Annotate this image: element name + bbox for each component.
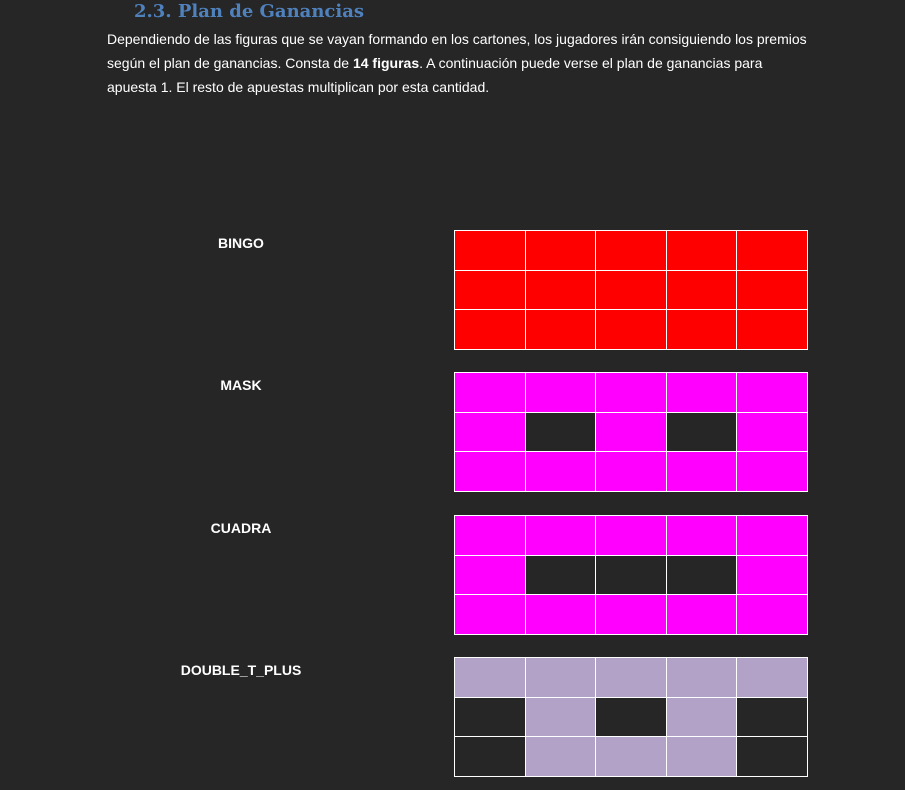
grid-cell-filled bbox=[737, 310, 808, 350]
grid-cell-filled bbox=[455, 516, 526, 556]
grid-cell-filled bbox=[667, 595, 738, 635]
grid-cell-filled bbox=[737, 658, 808, 698]
grid-cell-empty bbox=[455, 737, 526, 777]
grid-cell-filled bbox=[455, 373, 526, 413]
figure-grid-bingo bbox=[454, 230, 808, 350]
grid-cell-filled bbox=[455, 556, 526, 596]
grid-cell-filled bbox=[667, 271, 738, 311]
intro-text-1: Dependiendo de las figuras que se vayan formando en los cartones, los jugadores irán consiguiendo los premios según el plan de ganancias. Consta de bbox=[107, 31, 807, 71]
grid-cell-filled bbox=[737, 373, 808, 413]
grid-cell-filled bbox=[455, 310, 526, 350]
grid-cell-filled bbox=[526, 452, 597, 492]
grid-cell-filled bbox=[455, 231, 526, 271]
grid-cell-filled bbox=[596, 595, 667, 635]
grid-cell-filled bbox=[667, 452, 738, 492]
grid-cell-filled bbox=[596, 231, 667, 271]
grid-cell-filled bbox=[455, 413, 526, 453]
grid-cell-filled bbox=[596, 658, 667, 698]
figure-grid-double-t-plus bbox=[454, 657, 808, 777]
intro-paragraph bbox=[107, 27, 807, 99]
grid-cell-filled bbox=[596, 452, 667, 492]
grid-cell-filled bbox=[596, 413, 667, 453]
grid-cell-empty bbox=[526, 413, 597, 453]
grid-cell-filled bbox=[667, 698, 738, 738]
section-heading: 2.3. Plan de Ganancias bbox=[134, 1, 365, 22]
grid-cell-filled bbox=[667, 373, 738, 413]
grid-cell-filled bbox=[526, 271, 597, 311]
grid-cell-filled bbox=[596, 373, 667, 413]
grid-cell-filled bbox=[737, 556, 808, 596]
grid-cell-filled bbox=[737, 271, 808, 311]
intro-text-bold: 14 figuras bbox=[352, 55, 420, 71]
figure-grid-cuadra bbox=[454, 515, 808, 635]
grid-cell-filled bbox=[596, 516, 667, 556]
grid-cell-filled bbox=[667, 310, 738, 350]
grid-cell-filled bbox=[526, 658, 597, 698]
grid-cell-empty bbox=[737, 737, 808, 777]
figure-label-bingo: BINGO bbox=[218, 235, 264, 251]
grid-cell-filled bbox=[526, 595, 597, 635]
grid-cell-empty bbox=[667, 413, 738, 453]
grid-cell-filled bbox=[596, 310, 667, 350]
grid-cell-filled bbox=[526, 231, 597, 271]
grid-cell-filled bbox=[526, 516, 597, 556]
grid-cell-filled bbox=[526, 698, 597, 738]
figure-label-double-t-plus: DOUBLE_T_PLUS bbox=[180, 662, 302, 678]
grid-cell-empty bbox=[526, 556, 597, 596]
grid-cell-filled bbox=[596, 271, 667, 311]
grid-cell-filled bbox=[737, 452, 808, 492]
grid-cell-filled bbox=[737, 595, 808, 635]
grid-cell-filled bbox=[596, 737, 667, 777]
figure-label-cuadra: CUADRA bbox=[210, 520, 272, 536]
grid-cell-filled bbox=[737, 413, 808, 453]
grid-cell-filled bbox=[455, 452, 526, 492]
grid-cell-filled bbox=[737, 516, 808, 556]
grid-cell-filled bbox=[455, 658, 526, 698]
grid-cell-empty bbox=[455, 698, 526, 738]
grid-cell-filled bbox=[667, 516, 738, 556]
grid-cell-filled bbox=[526, 310, 597, 350]
grid-cell-filled bbox=[667, 658, 738, 698]
grid-cell-empty bbox=[596, 698, 667, 738]
intro-text-2: . A continuación puede verse el plan de ganancias para apuesta 1. El resto de apuestas multiplican por esta cantidad. bbox=[107, 55, 763, 95]
grid-cell-filled bbox=[455, 271, 526, 311]
grid-cell-filled bbox=[667, 737, 738, 777]
grid-cell-filled bbox=[526, 737, 597, 777]
grid-cell-empty bbox=[596, 556, 667, 596]
grid-cell-filled bbox=[667, 231, 738, 271]
grid-cell-filled bbox=[455, 595, 526, 635]
grid-cell-filled bbox=[526, 373, 597, 413]
grid-cell-empty bbox=[737, 698, 808, 738]
figure-label-mask: MASK bbox=[220, 377, 262, 393]
figure-grid-mask bbox=[454, 372, 808, 492]
grid-cell-empty bbox=[667, 556, 738, 596]
grid-cell-filled bbox=[737, 231, 808, 271]
